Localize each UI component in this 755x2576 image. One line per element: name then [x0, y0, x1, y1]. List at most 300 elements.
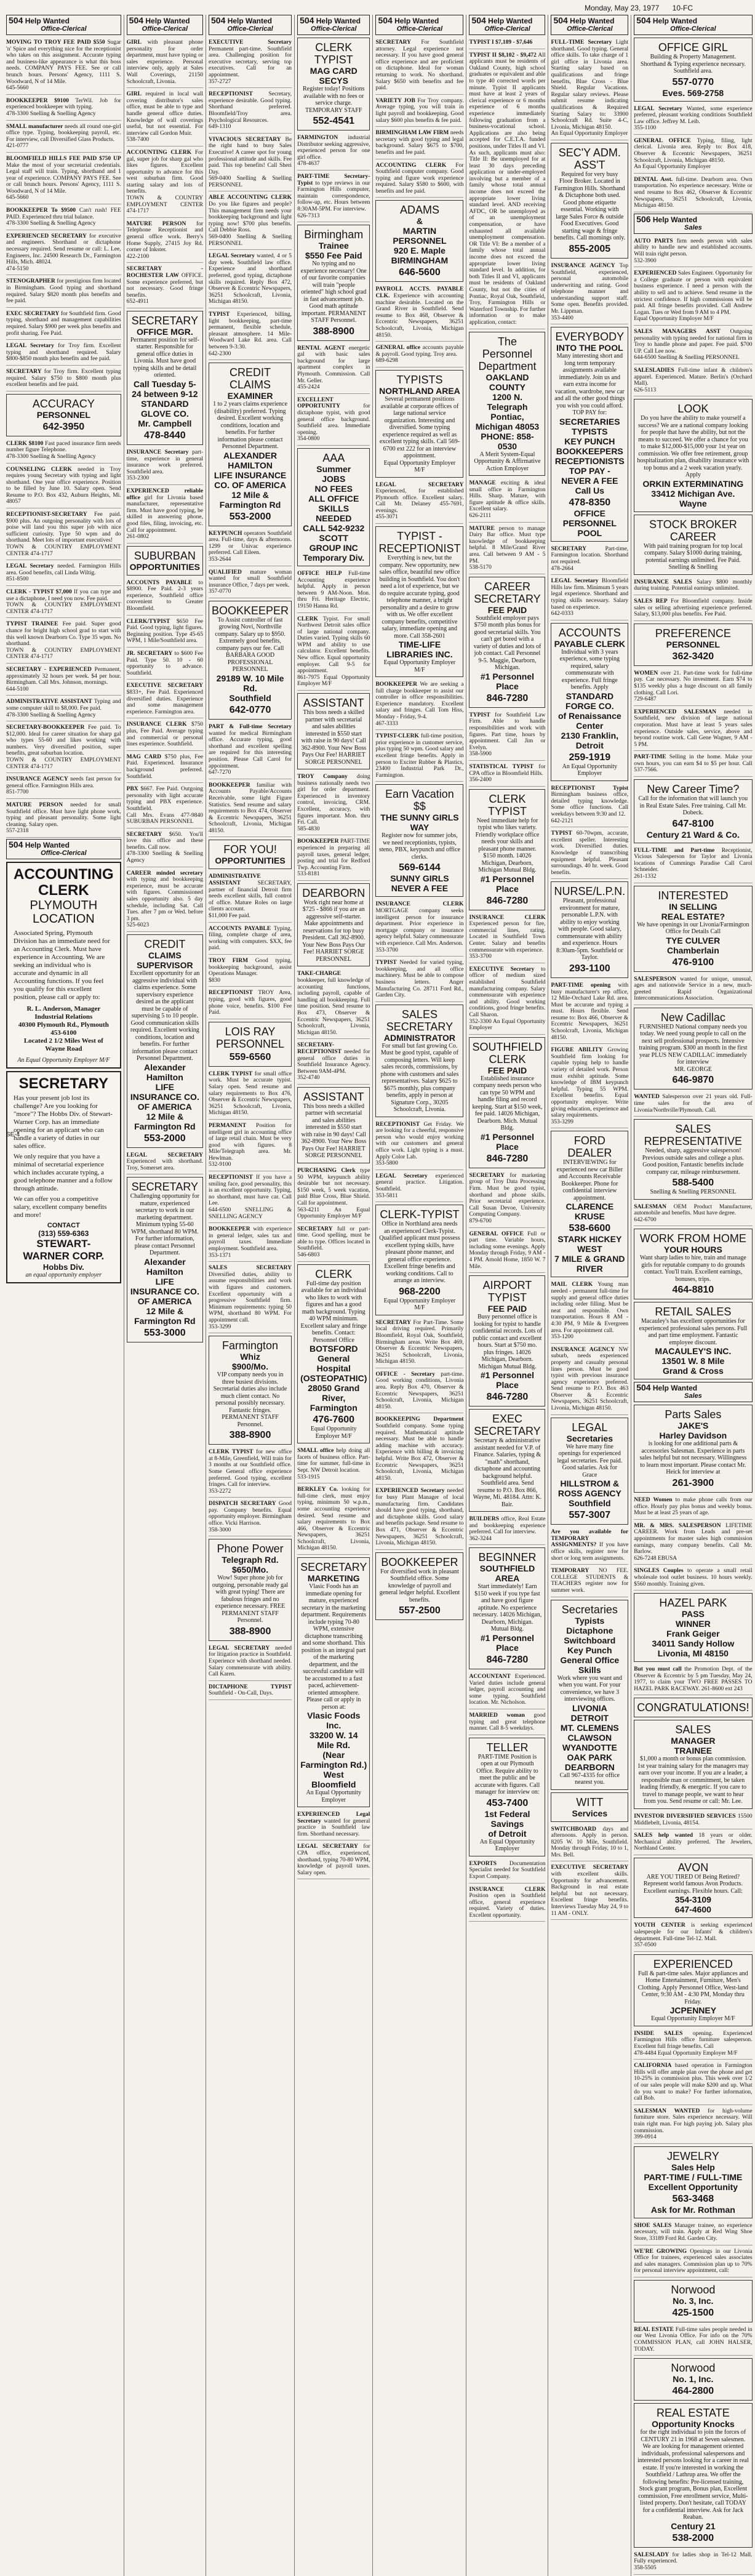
- ad-body: for Troy firm. Excellent typing and shorthand required. Salary $800-$850 month plus benefits and fee paid.: [6, 343, 121, 363]
- display-line: No. 3, Inc.: [673, 2295, 714, 2306]
- classified-ad: [634, 2061, 752, 2105]
- ad-body: office, Real Estate and bookkeeping experience preferred. Call for interview.: [469, 1516, 546, 1536]
- display-line: Century 21: [671, 2521, 716, 2531]
- ad-headline: VARIETY JOB: [375, 97, 415, 104]
- classified-ad: [469, 524, 545, 574]
- ad-body: Diversified duties, ability to assume responsibilities and work with figures and customers. Excellent opportunity with a progressive Southfield firm. Minimum requirements: typing 50 WPM, shorthand 80 WPM. For appointment call.: [209, 1271, 292, 1323]
- display-ad: [634, 1302, 752, 1379]
- classified-ad: [6, 800, 121, 838]
- classified-ad: [375, 480, 463, 524]
- ad-body: to officer of medium sized established Southfield manufacturing company. Salary commensurate with experience and ability. Good working conditions, good fringe benefits. Call Sharon.: [469, 966, 546, 1018]
- display-line: Eves. 569-2758: [662, 87, 724, 98]
- display-body: Macauley's has excellent opportunities for experienced professional sales persons. Full and part time employment. Fantastic employee discount.: [639, 1318, 748, 1346]
- column-2: [124, 15, 206, 2576]
- ad-headline: SECRETARY-RECEPTIONIST: [297, 1042, 342, 1055]
- display-body: Secretary & administrative assistant needed for V.P. of Finance. Salaries, typing & "math" shorthand, dictaphone and accounting background helpful. Southfield area. Send resume to P.O. Box 866, Wayne, Mi. 48184. Attn: K. Bair.: [473, 1437, 542, 1508]
- display-body: Work where you want and when you want. For your convenience, we have 3 interviewing offices.: [557, 1674, 622, 1703]
- ad-body: PART-TIME experienced in preparing all payroll taxes, general ledger, posting and trial for Redford Twp. Accounting Firm.: [297, 838, 370, 871]
- display-ad: [551, 143, 628, 259]
- ad-body: to $8900. Fee Paid. 2-3 years experience, Southfield office convenient to Greater Bloomfield.: [126, 579, 204, 612]
- ad-headline: INSURANCE AGENCY: [551, 262, 615, 269]
- classified-ad: [209, 1069, 292, 1120]
- classified-ad: [6, 122, 121, 153]
- display-headline: ACCURACY: [32, 397, 95, 410]
- display-line: West Bloomfield: [311, 1770, 356, 1790]
- ad-headline: OFFICE HELP: [297, 570, 342, 577]
- display-ad: [297, 448, 370, 566]
- ad-body: If you can type and use a dictaphone, I need you now. Fee paid.: [6, 589, 121, 602]
- ad-body: Sales Engineer. Opportunity for a College graduate or person with equivalent business experience. I need a person with the ability to sell and to achieve. Send resume in the strictest confidence. If high commissions will be paid. All fringe benefits provided. Call Andrew Logan. Tues or Wed from 9 AM to 4 PM.: [634, 270, 753, 316]
- ad-body: $750 plus, Fee Paid. Average typing and commercial or personal lines experience. Southfield.: [126, 721, 204, 748]
- classified-ad: [209, 872, 292, 922]
- ad-contact: 352-3300 An Equal Opportunity Employer: [469, 1018, 546, 1032]
- display-headline: CAREER SECRETARY: [474, 580, 541, 605]
- display-line: MAG CARD: [310, 66, 358, 76]
- display-line: 354-3109: [674, 1895, 711, 1905]
- display-ad: [375, 200, 463, 282]
- section-code: 504: [636, 15, 651, 25]
- ad-headline: GENERAL OFFICE: [469, 1230, 524, 1237]
- display-line: EXAMINER: [227, 391, 273, 401]
- classified-ad: [297, 837, 370, 881]
- ad-headline: BIRMINGHAM LAW FIRM: [375, 130, 449, 137]
- classified-ad: [6, 439, 121, 463]
- ad-body: Needed for varied typing, bookkeeping, and all office machinery. Must be able to compose business letters. Anger Manufacturing Co. 28711 Ford Rd., Garden City.: [375, 960, 464, 999]
- ad-body: required in local wall covering distributor's sales office, must be able to type and handle general office duties. Knowledge of wall coverings useful, but not essential. For interview call Gordon Muir.: [126, 91, 204, 137]
- ad-body: For Troy company. Average typing, you will train in light payroll and bookkeeping. Good salary $600 plus benefits & fee paid.: [375, 97, 464, 124]
- ad-headline: INSURANCE SALES: [634, 579, 692, 585]
- classified-ad: [6, 341, 121, 366]
- display-line: NEVER A FEE: [391, 883, 449, 894]
- ad-headline: ACCOUNTANT: [469, 1673, 511, 1680]
- ad-headline: EXPERIENCED: [634, 270, 677, 277]
- display-line: #1 Personnel Place: [480, 1370, 535, 1390]
- classified-ad: [6, 723, 121, 773]
- display-headline: ASSISTANT: [303, 697, 364, 710]
- display-ad: [634, 886, 752, 972]
- ad-headline: ADMINISTRATIVE ASSISTANT: [6, 699, 92, 705]
- display-line: FEE PAID: [487, 604, 527, 615]
- display-line: PERSONNEL: [36, 409, 90, 420]
- classified-ad: [297, 1842, 370, 1879]
- display-ad: [634, 38, 752, 102]
- ad-headline: GIRL: [126, 39, 142, 46]
- ad-body: over 21. Part-time work for full-time pay. Car necessary. No investment. Earn $74 to $135 weekly plus a huge discount on all family clothing. Call Lori.: [634, 670, 753, 696]
- classified-ad: [634, 1920, 752, 1951]
- ad-body: needs all round one-girl office type. Typing, bookkeeping payroll, etc. For interview, call Diversified Glass Products.: [6, 123, 121, 143]
- display-line: 28050 Grand River, Farmington: [308, 1383, 360, 1413]
- ad-body: for small office work. Must be accurate typist. Salary open. Send resume and salary requirements to Box 476, Observer & Eccentric Newspapers, 36251 Schoolcraft, Livonia, Michigan 48150.: [209, 1070, 292, 1117]
- ad-contact: 649-1310: [209, 124, 231, 130]
- classified-ad: [375, 96, 463, 127]
- wide-contact: [14, 1222, 114, 1272]
- display-body: Busy personnel office is looking for typist to handle confidential records. Lots of public contact and excellent hours. Start at $750 mo. plus fringes. 14026 Michigan, Dearborn. Michigan Mutual Bldg.: [472, 1314, 543, 1370]
- display-line: Services: [572, 1808, 608, 1818]
- display-line: PART-TIME / FULL-TIME: [644, 2172, 743, 2182]
- ad-body: Documentation Specialist needed for Southfield Export Company.: [469, 1860, 546, 1880]
- section-code: 506: [636, 214, 651, 224]
- masthead: [585, 4, 693, 12]
- ad-body: Light shorthand. Good typing. General office skills. To take charge of 1 girl office in Livonia area. Starting salary based on qualifications and fringe benefits, Blue Cross - Blue Shield. Regular Vacations. Regular salary reviews. Please submit resume indicating qualifications & Required Starting Salary to: 33900 Schoolcraft Rd. Suite 4-C, Livonia, Michigan 48150.: [551, 39, 629, 130]
- classified-ad: [375, 128, 463, 159]
- ad-headline: FARMINGTON: [297, 135, 338, 141]
- ad-body: Sugar 'n' Spice and everything nice for the receptionist who takes on this assignment. Accurate typing and business-like appearance is what this boss needs. COMPANY PAYS FEE. See or call brunch hours. Persons' Agency, 1111 S. Woodward, N of 14 Mile.: [6, 39, 121, 85]
- ad-contact: TOWN & COUNTRY EMPLOYMENT CENTER 474-1717: [6, 757, 121, 770]
- display-headline: LEGAL: [572, 1421, 608, 1434]
- section-title: Help Wanted: [652, 17, 698, 25]
- display-line: SOUTHFIELD AREA: [479, 1563, 535, 1584]
- ad-headline: INSURANCE CLERK: [126, 721, 187, 728]
- ad-body: All applicants must be residents of Oakland County, high school graduates or equivalent and able to type 40 corrected words per minute. Typist II applicants must have at least 2 years of clerical experience or 6 months experience of 6 months experience immediately following graduation from a business-vocational school. Applications are also being accepted for C.E.T.A. funded positions, under Titles II and VI. As such, applicants must also: Title II: Be unemployed for at least 30 days preceding application or under-employed involving but a member of a family whose total annual income does not exceed the appropriate lower living standard level. AND receiving AFDC, OR be unemployed as of an unemployment compensation, or have exhausted all available unemployment compensation. OR Title VI: Be a member of a family whose total annual income does not exceed the appropriate lower living standard level. In addition, for both Titles II and VI, applicants must be residents of Oakland County, but not the cities of Pontiac, Royal Oak, Southfield, Troy, Farmington Hills or Waterford Township. For further information or to make application, contact:: [469, 52, 546, 326]
- ad-contact: 642-6700: [634, 1216, 657, 1223]
- ad-body: For Bloomfield company. Inside sales or selling advertising experience preferred. Salary, $13,000 plus benefits. Fee Paid.: [634, 598, 753, 618]
- ad-headline: YOUTH CENTER: [634, 1922, 685, 1929]
- display-headline: The Personnel Department: [478, 335, 537, 372]
- display-line: FEE PAID: [487, 1304, 527, 1314]
- classified-ad: [634, 2029, 752, 2060]
- classified-ad: [297, 172, 370, 222]
- classified-ad: [209, 251, 292, 308]
- display-headline: CLERK-TYPIST: [380, 1208, 460, 1221]
- ad-body: $750 plus, Fee Paid. Experienced. Insurance background preferred. Southfield.: [126, 753, 204, 780]
- display-line: REAL ESTATE?: [661, 911, 725, 921]
- ad-contact: An Equal Opportunity Employer: [634, 164, 711, 171]
- classified-ad: [209, 780, 292, 838]
- ad-headline: CLERK - TYPIST $7,000: [6, 589, 72, 595]
- ad-body: full or part-time. Good spelling, must be able to type. Offices located in Southfield.: [297, 1226, 370, 1252]
- classified-ad: [127, 617, 203, 648]
- display-ad: [551, 881, 628, 978]
- display-phone: 846-7280: [486, 692, 529, 704]
- classified-ad: [634, 846, 752, 883]
- ad-body: industrial Distributor seeking aggressive, experienced person for one girl office.: [297, 135, 370, 161]
- column-header: [634, 214, 752, 234]
- ad-headline: RECEPTIONIST: [375, 1121, 420, 1128]
- ad-headline: REAL ESTATE: [634, 2326, 674, 2333]
- ad-contact: 478-3300 Snelling & Snelling Agency: [6, 220, 96, 227]
- display-eoe: Equal Opportunity Employer M/F: [651, 2015, 735, 2023]
- classified-ad: [127, 578, 203, 616]
- classified-ad: [297, 614, 370, 691]
- ad-contact: TOWN & COUNTRY EMPLOYMENT CENTER 474-1717: [126, 195, 204, 215]
- classified-ad: [551, 1824, 628, 1862]
- ad-body: OFFICE. Some experience preferred, but not necessary. Good fringe benefits.: [126, 273, 204, 299]
- column-6: [466, 15, 548, 2576]
- ad-body: accounts payable & payroll. Good typing. Troy area.: [375, 345, 464, 358]
- column-header: [375, 15, 463, 35]
- display-ad: [551, 1418, 628, 1525]
- ad-contact: 353-5800: [375, 1160, 398, 1167]
- ad-contact: 353-3700: [375, 947, 398, 953]
- ad-body: for prestigious firm located in Birmingham. Good typing and shorthand required. Salary $820 month plus benefits and fee paid.: [6, 278, 121, 305]
- column-4: [294, 15, 372, 2576]
- display-line: NORTHLAND AREA: [379, 386, 460, 396]
- display-line: Chamberlain: [666, 945, 719, 955]
- classified-ad: [6, 154, 121, 204]
- ad-headline: TYPIST II $8,102 - $9,472: [469, 52, 537, 58]
- display-line: $650/Mo.: [231, 1565, 269, 1575]
- display-line: 7 MILE & GRAND RIVER: [554, 1254, 625, 1274]
- display-line: NO FEES: [314, 483, 353, 494]
- classified-ad: [297, 1810, 370, 1840]
- classified-ad: [469, 965, 545, 1035]
- ad-body: OEM Product Manufacturer, automobile and benefits. Must have degree.: [634, 1203, 753, 1217]
- display-line: TRAINEE: [674, 1746, 713, 1756]
- display-ad: [634, 1858, 752, 1919]
- ad-headline: TYPIST TRAINEE: [6, 621, 58, 628]
- classified-ad: [551, 981, 628, 1044]
- ad-headline: MAG CARD: [126, 753, 162, 760]
- ad-headline: EXPORTS: [469, 1860, 497, 1867]
- display-phone: 647-8100: [672, 818, 714, 829]
- ad-contact: 525-6023: [126, 922, 150, 929]
- display-line: OPPORTUNITIES: [129, 561, 201, 572]
- ad-body: TROY Area, typing, good with figures, good phone voice, benefits. $100 Fee Paid.: [209, 990, 292, 1016]
- ad-headline: BOOKKEEPER: [209, 782, 250, 788]
- display-ad: [469, 1409, 545, 1512]
- classified-ad: [375, 680, 463, 730]
- display-line: CLAIMS SUPERVISOR: [137, 950, 193, 970]
- display-ad: [297, 38, 370, 130]
- display-ad: [634, 515, 752, 575]
- ad-contact: 532-9100: [209, 1162, 231, 1168]
- ad-body: part-time, experience in general insurance work preferred. Southfield area.: [126, 449, 204, 475]
- classified-ad: [375, 899, 463, 957]
- ad-body: with excellent skills. Opportunity for advancement. Background in real estate helpful but not necessary. Excellent fringe benefits. Interviews Tuesday May 24, 9 to 11 AM - ONLY.: [551, 1871, 629, 1917]
- display-line: Ask for Mr. Rothman: [650, 2204, 735, 2215]
- classified-ad: [375, 1171, 463, 1202]
- display-line: OAKLAND COUNTY: [485, 372, 529, 392]
- ad-headline: SHOE SALES: [634, 2222, 672, 2229]
- column-header: [551, 15, 628, 35]
- classified-ad: [375, 958, 463, 1002]
- classified-ad: [209, 135, 292, 192]
- display-ad: [209, 363, 292, 526]
- display-line: Temporary Div.: [303, 552, 365, 563]
- ad-body: with busy manufacturer's rep office, 12 Mile-Orchard Lake Rd. area. Must be accurate and typing a must. Hours flexible. Send resume to: Box 466, Observer & Eccentric Newspapers, 36251 Schoolcraft, Livonia, Michigan 48150.: [551, 982, 629, 1041]
- display-line: General Hospital: [316, 1354, 351, 1374]
- ad-contact: 557-2318: [6, 828, 29, 835]
- classified-ad: [469, 1885, 545, 1922]
- ad-contact: 642-2121: [551, 817, 573, 824]
- ad-headline: PBX: [126, 786, 138, 793]
- classified-ad: [375, 161, 463, 198]
- display-eoe: An Equal Opportunity Employer: [479, 1838, 535, 1853]
- display-line: ALEXANDER HAMILTON: [223, 450, 278, 470]
- display-headline: BOOKKEEPER: [212, 604, 289, 617]
- display-headline: SEC'Y ADM. ASS'T: [558, 146, 621, 171]
- ad-headline: TYPIST I $7,189 - $7,646: [469, 39, 533, 46]
- ad-headline: SINGLES Couples: [634, 1568, 684, 1575]
- ad-headline: INSIDE SALES: [634, 2030, 683, 2037]
- column-header: [297, 15, 370, 35]
- ad-headline: EXPERIENCED Secretary: [375, 1488, 445, 1495]
- ad-contact: TOWN & COUNTRY EMPLOYMENT CENTER 474-1717: [6, 647, 121, 660]
- classified-ad: [634, 1521, 752, 1565]
- classified-ad: [551, 1345, 628, 1415]
- display-ad: [634, 1593, 752, 1662]
- ad-body: For Part-Time. Some local driving required. Primarily Bloomfield, Royal Oak, Southfield, Birmingham areas. Write Box 469, Observer & Eccentric Newspapers, 36251 Schoolcraft, Livonia, Michigan 48150.: [375, 1319, 464, 1365]
- display-ad: [375, 1205, 463, 1315]
- display-body: To Assist controller of fast growing Novi, Northville company. Salary up to $950. Extremely good benefits, company pays our fee. Call BARBARA GOOD PROFESSIONAL PERSONNEL: [215, 616, 286, 673]
- ad-body: For gal, super job for sharp gal who likes figures. Excellent opportunity to advance for this west suburban firm. Good starting salary and lots of benefits.: [126, 149, 204, 195]
- ad-headline: DICTAPHONE TYPIST: [209, 1683, 292, 1690]
- display-phone: 425-1500: [672, 2307, 714, 2318]
- ad-headline: PART-TIME Secretary-Typist: [297, 173, 370, 187]
- display-line: Key Punch: [567, 1645, 612, 1655]
- display-line: 1st Federal Savings: [484, 1808, 530, 1829]
- classified-ad: [209, 924, 292, 955]
- ad-contact: 261-0802: [126, 534, 150, 540]
- classified-ad: [6, 510, 121, 560]
- display-ad: [551, 327, 628, 542]
- classified-ad: [6, 206, 121, 230]
- display-ad: [375, 526, 463, 677]
- ad-headline: SECRETARY: [469, 1172, 505, 1179]
- display-body: Many interesting short and long term temporary assignments available immediately. Join us and earn extra income for vacation, wardrobe, new car and all the other good things you wish you could afford. TOP PAY for:: [554, 353, 625, 417]
- display-line: DEARBORN: [564, 1762, 615, 1772]
- ad-headline: WE'RE GROWING: [634, 2248, 687, 2255]
- display-body: Start immediately! Earn $150 week if you type fast and have good figure aptitude. No experience necessary. 14026 Michigan, Dearborn, Michigan. Mutual Bldg.: [473, 1583, 542, 1633]
- ad-contact: 353-3299: [551, 1118, 573, 1125]
- display-headline: WORK FROM HOME: [639, 1232, 746, 1245]
- column-7: [548, 15, 631, 2576]
- address-line: Industrial Relations: [34, 1013, 93, 1021]
- display-phone: 553-3000: [144, 1327, 186, 1338]
- ad-headline: BLOOMFIELD HILLS FEE PAID $750 UP: [6, 155, 121, 162]
- classified-ad: [375, 38, 463, 95]
- classified-ad: [634, 752, 752, 777]
- ad-headline: TEMPORARY: [551, 1568, 589, 1575]
- ad-body: days and afternoons. Apply in person. 8205 W. 10 Mile, Southfield. Monday through Friday, 10 to 1, Mrs. Bell.: [551, 1826, 629, 1858]
- ad-body: full-time. Dearborn area. Own transportation. No experience necessary. Write or send resume to Box 462, Observer & Eccentric Newspapers, 36251 Schoolcraft, Livonia, Michigan 48150.: [634, 176, 753, 209]
- section-category: Office-Clerical: [41, 849, 87, 857]
- ad-body: $650. You'll love this office and these benefits. Call now.: [126, 831, 204, 851]
- ad-headline: MATURE PERSON: [126, 220, 186, 227]
- classified-ad: [297, 343, 370, 394]
- ad-body: Permanent, approximately 32 hours per week. $4 per hour. Birmingham. Call Mrs. Johnson, mornings.: [6, 666, 121, 686]
- classified-ad: [551, 1527, 628, 1565]
- ad-headline: TYPIST-CLERK: [375, 733, 419, 740]
- classified-ad: [297, 1446, 370, 1483]
- classified-ad: [127, 148, 203, 218]
- ad-body: Secretary, experience desirable. Good typing. Shorthand preferred. Bloomfield/Troy area. Psychological Resources.: [209, 91, 292, 124]
- display-eoe: An Equal Opportunity Employer: [306, 1789, 361, 1804]
- ad-headline: PART-TIME opening: [551, 982, 611, 989]
- ad-body: MORTGAGE company seeks intelligent person for insurance department. Prior experience in mortgage company or insurance agency helpful. Salary commensurate with experience. Call Mrs. Anderson.: [375, 907, 464, 947]
- ad-headline: MARRIED woman: [469, 1712, 525, 1719]
- display-body: Southfield employer pays $750 month plus bonus for good secretarial skills. You can't get bored with a variety of duties and lots of job contact. Call Personnel 9-5. Maggie, Dearborn, Michigan.: [473, 614, 541, 672]
- display-line: SKILLS NEEDED: [316, 503, 352, 523]
- ad-body: Full-time Accounting experience helpful. Apply in person between 9 AM-Noon. Mon. thru Fri. Heritage Electric, 19150 Hanna Rd.: [297, 570, 370, 609]
- display-line: TOP PAY - NEVER A FEE: [561, 465, 618, 486]
- ad-contact: 362-3244: [469, 1535, 492, 1542]
- classified-ad: [6, 276, 121, 307]
- classified-ad: [127, 89, 203, 146]
- display-headline: LOIS RAY PERSONNEL: [216, 1025, 285, 1050]
- display-phone: 453-7400: [486, 1797, 529, 1808]
- display-body: Need immediate help for typist who likes variety. Friendly workplace office needs your skills and pleasant phone manner. $150 month. 14026 Michigan, Dearborn, Michigan Mutual Bldg.: [475, 817, 540, 874]
- section-category: Office-Clerical: [142, 25, 188, 33]
- ad-body: $667. Fee Paid. Outgoing personality with light accurate typing and PBX experience. Southfield.: [126, 786, 204, 812]
- ad-headline: OFFICE - Secretary: [375, 1371, 435, 1378]
- display-headline: WITT: [576, 1796, 604, 1808]
- display-body: Register now for summer jobs, we need receptionists, typists, steno, PBX, keypunch and office clerks.: [378, 832, 460, 861]
- ad-headline: EXECUTIVE Secretary: [469, 966, 535, 973]
- display-body: Full-time day position available for an individual who likes to work with figures and has a good math background. Typing 40 WPM minimum. Excellent salary and fringe benefits. Contact: Personnel Office: [300, 1280, 367, 1344]
- ad-headline: BOOKKEEPING Department: [375, 1416, 464, 1423]
- display-phone: 646-5600: [399, 267, 441, 278]
- display-line: BOOKKEEPERS: [556, 446, 623, 456]
- classified-ad: [634, 577, 752, 595]
- display-ad: [634, 2280, 752, 2322]
- display-line: #1 Personnel Place: [480, 873, 535, 894]
- column-header: [634, 15, 752, 35]
- display-headline: AIRPORT TYPIST: [482, 1279, 532, 1304]
- display-line: #1 Personnel Place: [480, 1632, 535, 1653]
- ad-headline: LEGAL Secretary: [6, 343, 54, 350]
- display-contact: Call 967-4335 for office nearest you.: [559, 1772, 620, 1786]
- display-body: With paid training program for top local company. Salary $1000 during training, potential earnings unlimited. Fee Paid.: [644, 542, 743, 564]
- ad-body: Good typing, bookkeeping background, assist Operations Manager.: [209, 958, 292, 977]
- classified-ad: [551, 38, 628, 140]
- ad-headline: EXECUTIVE Secretary: [209, 39, 292, 46]
- column-8: [631, 15, 754, 2576]
- display-ad: [209, 1336, 292, 1445]
- display-phone: 538-6600: [569, 1223, 611, 1234]
- display-ad: [634, 1720, 752, 1809]
- wide-title: ACCOUNTING CLERK: [14, 866, 114, 899]
- classified-ad: [209, 1499, 292, 1536]
- ad-headline: EXPERIENCED SECRETARY: [6, 233, 87, 239]
- display-ad: [209, 840, 292, 869]
- ad-body: Permanent part-time. Southfield area. Challenging position for executive secretary, serving top executives. Call for an appointment.: [209, 46, 292, 78]
- classified-ad: [634, 268, 752, 326]
- display-body: Challenging opportunity for mature, experienced secretary to work in our marketing department. Minimum typing 55-60 WPM, shorthand 80 WPM. For further information, please contact Personnel Department.: [130, 1193, 199, 1257]
- ad-body: Make the most of your secretarial credentials. Legal staff will train. Typing, shorthand and 1 year of experience. COMPANY PAYS FEE. See or call brunch hours. Persons' Agency, 1111 S. Woodward, N of 14 Mile.: [6, 162, 121, 195]
- classified-ad: [209, 1121, 292, 1171]
- classified-ad: [375, 1370, 463, 1414]
- display-ad: [634, 1119, 752, 1200]
- ad-headline: TYPIST: [375, 960, 397, 966]
- ad-body: help doing all facets of business office. Part-time for summer, full-time in Sept. NW Detroit location.: [297, 1448, 370, 1474]
- section-code: 504: [553, 15, 568, 25]
- column-header: [634, 1382, 752, 1402]
- ad-headline: DENTAL Asst.: [634, 176, 673, 183]
- ad-body: Selling in the home. Make your own hours, you can earn $4 to $5 per hour. Call 537-7566.: [634, 754, 753, 774]
- ad-headline: LEGAL Secretary: [375, 1173, 428, 1179]
- display-headline: PREFERENCE: [655, 627, 731, 640]
- display-line: THE SUNNY GIRLS WAY: [380, 813, 459, 833]
- display-headline: SALES SECRETARY: [386, 1008, 453, 1033]
- ad-headline: MANAGE: [469, 480, 496, 487]
- classified-ad: [6, 774, 121, 799]
- display-line: Century 21 Ward & Co.: [646, 829, 740, 840]
- ad-headline: LEGAL Secretary: [209, 253, 255, 260]
- display-body: VIP company needs you in three busiest divisions. Secretarial duties also include much client contact. No personal possibly necessary. Fantastic fringes. PERMANENT STAFF Personnel.: [213, 1371, 287, 1428]
- display-phone: 642-0770: [229, 704, 271, 715]
- ad-body: Experienced, for established Plymouth office. Excellent salary. Call Mr. Delaney 455-7691, evenings.: [375, 488, 464, 514]
- display-headline: EVERYBODY: [555, 331, 625, 343]
- ad-contact: 353-4400: [551, 315, 573, 321]
- classified-ad: [634, 327, 752, 364]
- wide-paragraph: We only require that you have a minimal of secretarial experience which includes accurate typing, a good telephone manner and a follow through attitude.: [14, 1153, 113, 1192]
- ad-contact: 689-6298: [375, 358, 398, 364]
- ad-contact: Call Mrs. Evans 477-9840 SUBURBAN PERSONNEL: [126, 812, 204, 825]
- display-headline: ADAMS: [399, 204, 439, 217]
- section-category: Office-Clerical: [227, 25, 273, 33]
- display-line: Dictaphone: [566, 1625, 613, 1635]
